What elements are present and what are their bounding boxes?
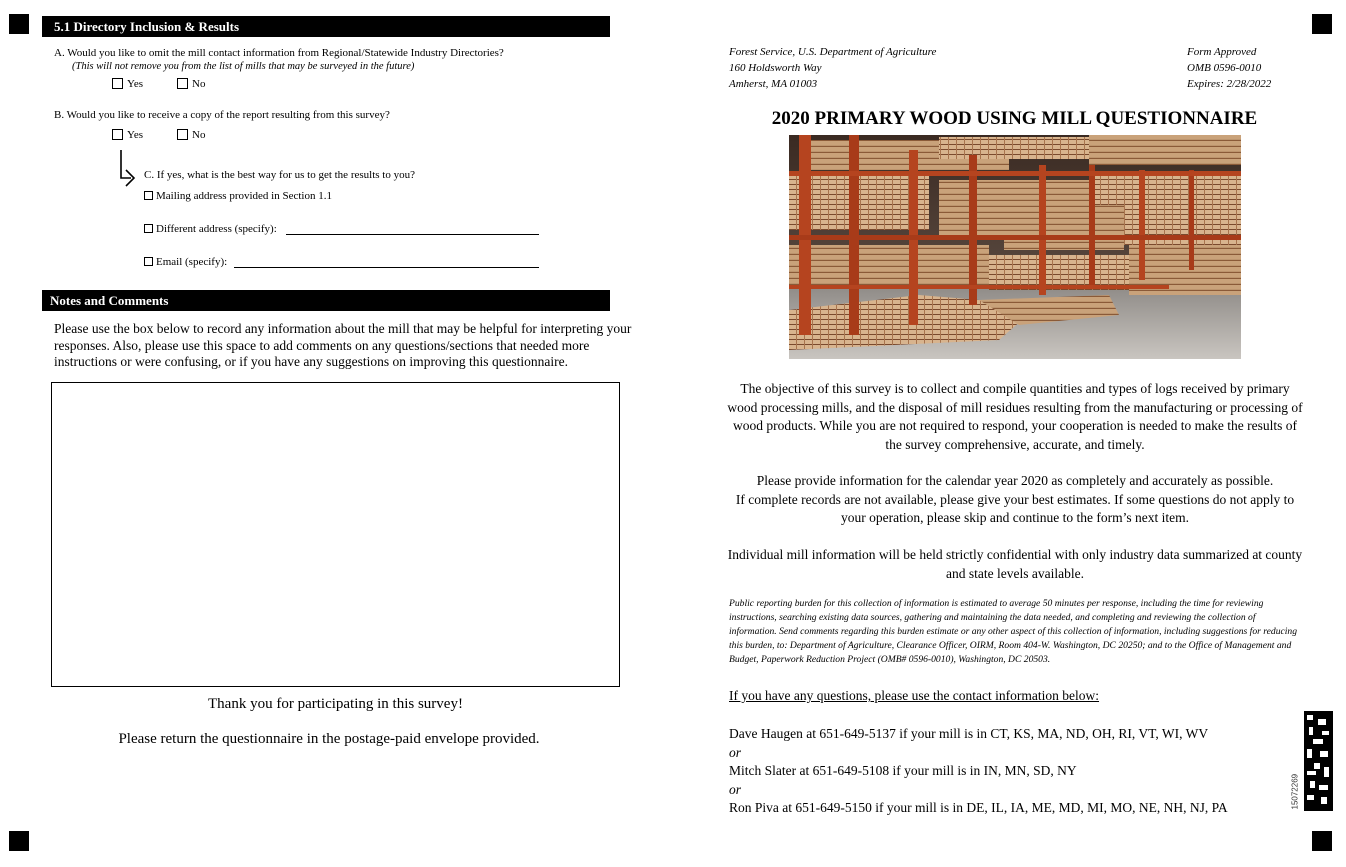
yes-label: Yes xyxy=(127,129,144,141)
objective-paragraph: The objective of this survey is to collect and compile quantities and types of logs received by primary wood processing mills, and the disposal of mill residues resulting from the manufacturing or processing of wood products. While you are not required to respond, your cooperation is needed to make the results of the survey comprehensive, accurate, and timely. xyxy=(727,381,1303,452)
no-label: No xyxy=(192,78,206,90)
or-separator-1: or xyxy=(729,745,742,760)
lumber-yard-photo xyxy=(789,135,1241,359)
question-a: A. Would you like to omit the mill contact information from Regional/Statewide Industry Directories? xyxy=(54,47,504,59)
form-barcode-icon xyxy=(1304,711,1333,811)
calendar-year-line: Please provide information for the calendar year 2020 as completely and accurately as possible. xyxy=(756,473,1274,488)
contact-ron-piva: Ron Piva at 651-649-5150 if your mill is in DE, IL, IA, ME, MD, MI, MO, NE, NH, NJ, PA xyxy=(729,800,1228,815)
question-c: C. If yes, what is the best way for us to get the results to you? xyxy=(144,169,415,181)
question-a-no-option[interactable] xyxy=(177,78,205,90)
contact-dave-haugen: Dave Haugen at 651-649-5137 if your mill is in CT, KS, MA, ND, OH, RI, VT, WI, WV xyxy=(729,726,1209,741)
or-separator-2: or xyxy=(729,782,742,797)
estimates-line: If complete records are not available, please give your best estimates. If some questions do not apply to your operation, please skip and continue to the form’s next item. xyxy=(735,491,1295,525)
questions-heading: If you have any questions, please use the contact information below: xyxy=(729,688,1100,703)
return-instructions: Please return the questionnaire in the postage-paid envelope provided. xyxy=(118,731,540,747)
question-b-no-option[interactable] xyxy=(177,129,205,141)
question-a-yes-option[interactable] xyxy=(112,78,143,90)
email-checkbox[interactable] xyxy=(144,257,153,266)
agency-street: 160 Holdsworth Way xyxy=(729,62,822,74)
agency-city: Amherst, MA 01003 xyxy=(729,78,818,90)
different-address-label: Different address (specify): xyxy=(156,223,277,235)
agency-name: Forest Service, U.S. Department of Agriculture xyxy=(729,46,937,58)
contact-mitch-slater: Mitch Slater at 651-649-5108 if your mill is in IN, MN, SD, NY xyxy=(729,763,1077,778)
option-email[interactable] xyxy=(144,256,227,268)
mailing-address-label: Mailing address provided in Section 1.1 xyxy=(156,190,332,202)
form-id-number: 15072269 xyxy=(1290,773,1300,810)
different-address-checkbox[interactable] xyxy=(144,224,153,233)
no-label: No xyxy=(192,129,206,141)
question-b: B. Would you like to receive a copy of the report resulting from this survey? xyxy=(54,109,390,121)
email-field[interactable] xyxy=(234,267,539,268)
different-address-field[interactable] xyxy=(286,234,539,235)
confidentiality-paragraph: Individual mill information will be held strictly confidential with only industry data summarized at county and state levels available. xyxy=(727,547,1303,581)
question-a-yes-checkbox[interactable] xyxy=(112,78,123,89)
burden-statement: Public reporting burden for this collection of information is estimated to average 50 minutes per response, including the time for reviewing instructions, searching existing data sources, gathering and maintaining the data needed, and completing and reviewing the collection of information. Send comments regarding this burden estimate or any other aspect of this collection of information, including suggestions for reducing this burden, to: Department of Agriculture, Clearance Officer, OIRM, Room 404-W. Washington, DC 20250; and to the Office of Management and Budget, Paperwork Reduction Project (OMB# 0596-0010), Washington, DC 20503. xyxy=(729,598,1298,665)
registration-mark-bottom-left xyxy=(9,831,29,851)
follow-up-arrow-icon xyxy=(115,148,137,188)
form-approval-block xyxy=(1187,44,1271,92)
thank-you-text: Thank you for participating in this survey! xyxy=(208,696,463,712)
section-title-directory: 5.1 Directory Inclusion & Results xyxy=(42,16,610,37)
option-mailing-address[interactable] xyxy=(144,190,332,202)
mailing-address-checkbox[interactable] xyxy=(144,191,153,200)
yes-label: Yes xyxy=(127,78,144,90)
option-different-address[interactable] xyxy=(144,223,277,235)
calendar-year-paragraph xyxy=(727,472,1303,528)
omb-number: OMB 0596-0010 xyxy=(1187,62,1262,74)
email-label: Email (specify): xyxy=(156,256,228,268)
expiration-date: Expires: 2/28/2022 xyxy=(1187,78,1272,90)
registration-mark-top-left xyxy=(9,14,29,34)
section-title-notes: Notes and Comments xyxy=(42,290,610,311)
registration-mark-bottom-right xyxy=(1312,831,1332,851)
question-b-yes-checkbox[interactable] xyxy=(112,129,123,140)
form-approved-label: Form Approved xyxy=(1187,46,1257,58)
agency-address xyxy=(729,44,936,92)
question-b-no-checkbox[interactable] xyxy=(177,129,188,140)
notes-instructions: Please use the box below to record any information about the mill that may be helpful for interpreting your responses. Also, please use this space to add comments on any questions/sections that needed more instructions or were confusing, or if you have any suggestions on improving this questionnaire. xyxy=(54,321,632,369)
question-b-yes-option[interactable] xyxy=(112,129,143,141)
question-a-note: (This will not remove you from the list of mills that may be surveyed in the future) xyxy=(72,61,415,72)
registration-mark-top-right xyxy=(1312,14,1332,34)
question-a-no-checkbox[interactable] xyxy=(177,78,188,89)
notes-comments-box[interactable] xyxy=(51,382,620,687)
questionnaire-title: 2020 PRIMARY WOOD USING MILL QUESTIONNAIRE xyxy=(771,108,1258,129)
